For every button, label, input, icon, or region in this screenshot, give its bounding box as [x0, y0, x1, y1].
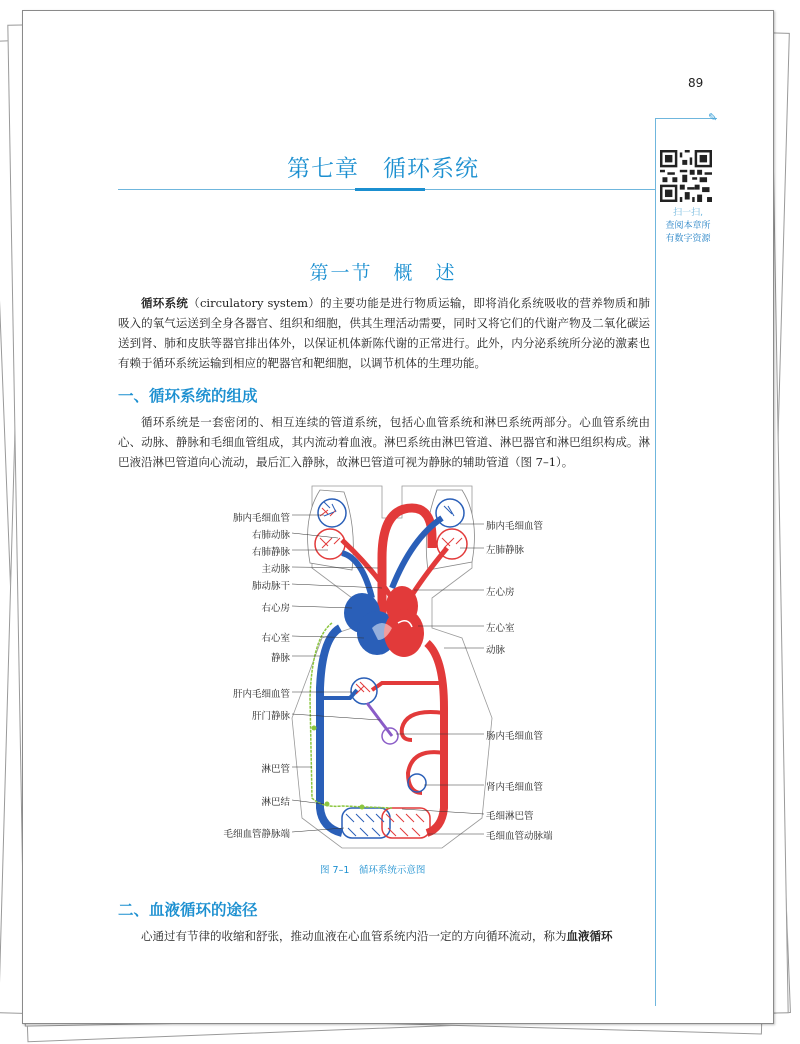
- label-lung-capillaries-left: 肺内毛细血管: [232, 513, 290, 524]
- pathway-term: 血液循环: [566, 929, 613, 943]
- vena-cava: [320, 628, 342, 833]
- qr-caption: [652, 207, 724, 246]
- descending-aorta: [427, 643, 444, 833]
- label-left-ventricle: 左心室: [486, 623, 515, 634]
- label-intestine-capillaries: 肠内毛细血管: [486, 731, 544, 742]
- label-kidney-capillaries: 肾内毛细血管: [486, 782, 544, 793]
- label-vein: 静脉: [270, 653, 290, 664]
- label-aorta: 主动脉: [261, 564, 290, 575]
- pathway-paragraph: [118, 926, 650, 946]
- lower-capillaries: [342, 808, 430, 838]
- label-liver-capillaries: 肝内毛细血管: [232, 689, 290, 700]
- chapter-rule-accent: [355, 188, 425, 191]
- label-lung-capillaries-right: 肺内毛细血管: [486, 521, 544, 532]
- label-left-atrium: 左心房: [486, 587, 515, 598]
- kidney-artery: [408, 752, 444, 793]
- intro-text: （circulatory system）的主要功能是进行物质运输，即将消化系统吸收的营养物质和肺吸入的氧气运送到全身各器官、组织和细胞，供其生理活动需要，同时又将它们的代谢产物及二氧化碳运送到肾、肺和皮肤等器官排出体外，以保证机体新陈代谢的正常进行。此外，内分泌系统所分泌的激素也有赖于循环系统运输到相应的靶器官和靶细胞，以调节机体的生理功能。: [118, 296, 651, 370]
- label-right-pulmonary-vein: 右肺静脉: [251, 547, 290, 558]
- lymph-node: [325, 802, 330, 807]
- intestine-capillaries: [382, 728, 398, 744]
- label-lymph-node: 淋巴结: [261, 797, 290, 808]
- section-title: 第一节 概 述: [309, 262, 457, 284]
- chapter-title: 第七章 循环系统: [287, 156, 479, 182]
- label-artery: 动脉: [486, 645, 506, 656]
- figure-caption: 图 7–1 循环系统示意图: [320, 865, 426, 876]
- label-hepatic-portal-vein: 肝门静脉: [251, 711, 290, 722]
- intro-term: 循环系统: [141, 296, 189, 310]
- qr-code[interactable]: [660, 150, 712, 202]
- label-right-atrium: 右心房: [261, 603, 290, 614]
- label-right-ventricle: 右心室: [261, 633, 290, 644]
- qr-caption-scan: 扫一扫,: [673, 208, 703, 218]
- label-lymphatic-vessel: 淋巴管: [261, 764, 290, 775]
- lymph-node: [360, 805, 365, 810]
- label-left-pulmonary-vein: 左肺静脉: [486, 545, 525, 556]
- pen-icon: ✎: [708, 111, 718, 124]
- hepatic-artery: [372, 683, 444, 690]
- qr-caption-line: 有数字资源: [665, 234, 711, 244]
- label-pulmonary-trunk: 肺动脉干: [251, 581, 290, 592]
- intestine-artery: [402, 712, 444, 740]
- margin-rule: [655, 118, 656, 1006]
- intro-paragraph: [118, 293, 650, 373]
- qr-caption-line: 查阅本章所: [665, 221, 711, 231]
- composition-paragraph: 循环系统是一套密闭的、相互连续的管道系统，包括心血管系统和淋巴系统两部分。心血管系统由心、动脉、静脉和毛细血管组成，其内流动着血液。淋巴系统由淋巴管道、淋巴器官和淋巴组织构成。淋巴液沿淋巴管道向心流动，最后汇入静脉，故淋巴管道可视为静脉的辅助管道（图 7–1）。: [118, 415, 650, 469]
- label-lymph-capillaries: 毛细淋巴管: [486, 811, 534, 822]
- label-arterial-capillary-end: 毛细血管动脉端: [486, 831, 553, 842]
- label-venous-capillary-end: 毛细血管静脉端: [223, 829, 290, 840]
- label-right-pulmonary-artery: 右肺动脉: [251, 530, 290, 541]
- page-number: 89: [688, 76, 704, 90]
- heading-pathway: 二、血液循环的途径: [118, 901, 258, 919]
- lymph-node: [312, 726, 317, 731]
- heading-composition: 一、循环系统的组成: [118, 387, 258, 405]
- pathway-text: 心通过有节律的收缩和舒张，推动血液在心血管系统内沿一定的方向循环流动，称为: [141, 929, 567, 943]
